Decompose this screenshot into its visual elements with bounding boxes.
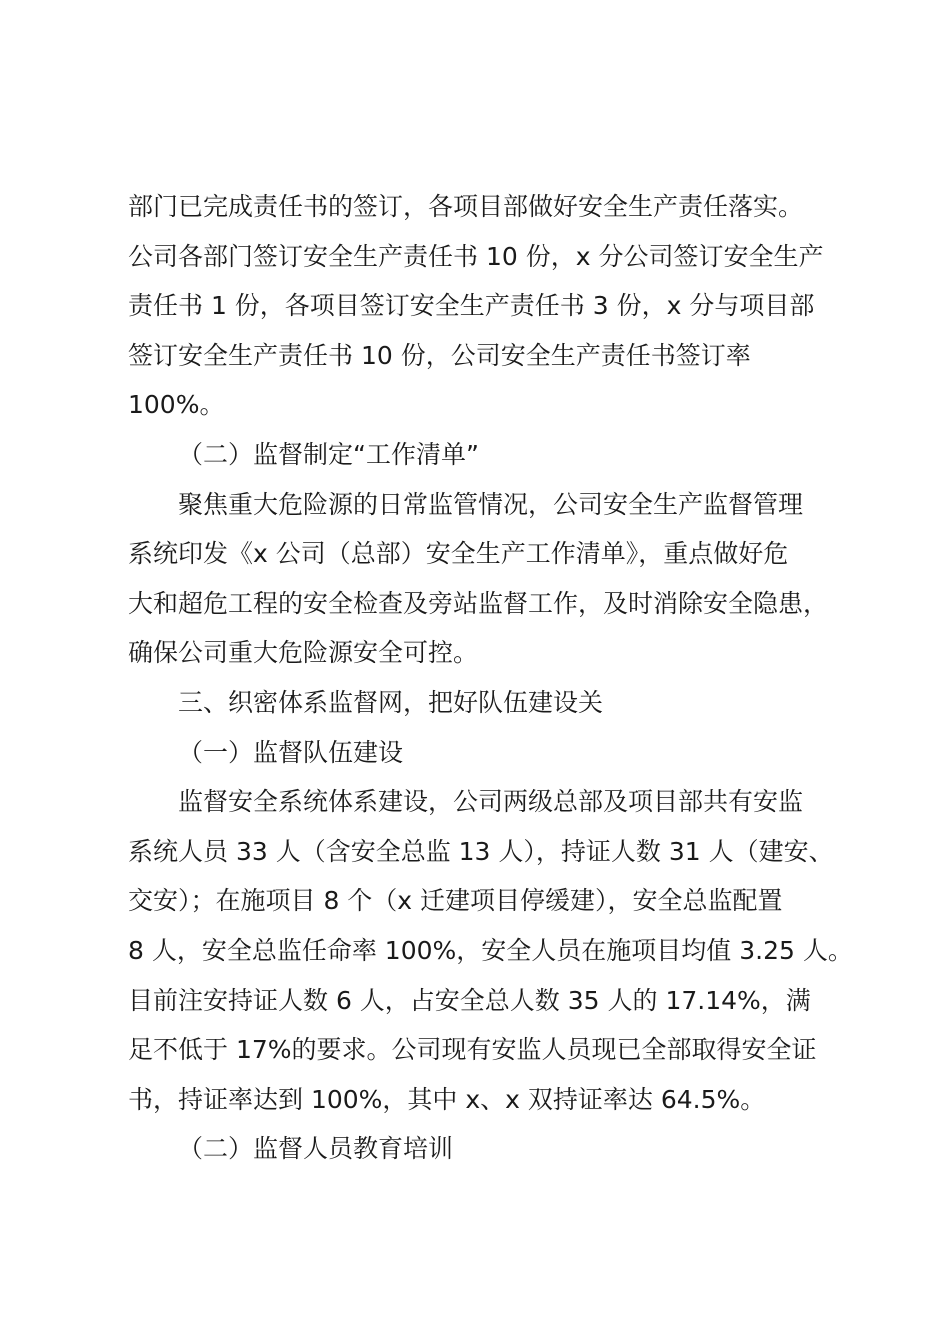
text-line-2: 公司各部门签订安全生产责任书 10 份，x 分公司签订安全生产 — [128, 241, 824, 271]
document-body — [128, 182, 858, 1174]
text-line-3: 责任书 1 份，各项目签订安全生产责任书 3 份，x 分与项目部 — [128, 291, 815, 321]
section-heading-2: （二）监督制定“工作清单” — [178, 439, 479, 469]
text-line-8: 系统印发《x 公司（总部）安全生产工作清单》，重点做好危 — [128, 539, 789, 569]
text-line-19: 书，持证率达到 100%，其中 x、x 双持证率达 64.5%。 — [128, 1084, 766, 1114]
text-line-16: 8 人，安全总监任命率 100%，安全人员在施项目均值 3.25 人。 — [128, 935, 853, 965]
text-line-17: 目前注安持证人数 6 人，占安全总人数 35 人的 17.14%，满 — [128, 985, 811, 1015]
section-heading-3: 三、织密体系监督网，把好队伍建设关 — [178, 687, 604, 717]
text-line-18: 足不低于 17%的要求。公司现有安监人员现已全部取得安全证 — [128, 1035, 817, 1065]
subsection-heading-1: （一）监督队伍建设 — [178, 737, 404, 767]
subsection-heading-2: （二）监督人员教育培训 — [178, 1134, 454, 1164]
text-line-4: 签订安全生产责任书 10 份，公司安全生产责任书签订率 — [128, 340, 751, 370]
text-line-15: 交安）；在施项目 8 个（x 迁建项目停缓建），安全总监配置 — [128, 886, 783, 916]
paragraph-start: 聚焦重大危险源的日常监管情况，公司安全生产监督管理 — [178, 489, 804, 519]
text-line-5: 100%。 — [128, 390, 225, 420]
text-line-1: 部门已完成责任书的签订，各项目部做好安全生产责任落实。 — [128, 192, 804, 221]
paragraph-start: 监督安全系统体系建设，公司两级总部及项目部共有安监 — [178, 787, 804, 817]
text-line-14: 系统人员 33 人（含安全总监 13 人），持证人数 31 人（建安、 — [128, 836, 834, 866]
text-line-9: 大和超危工程的安全检查及旁站监督工作，及时消除安全隐患， — [128, 588, 829, 618]
text-line-10: 确保公司重大危险源安全可控。 — [128, 638, 479, 668]
